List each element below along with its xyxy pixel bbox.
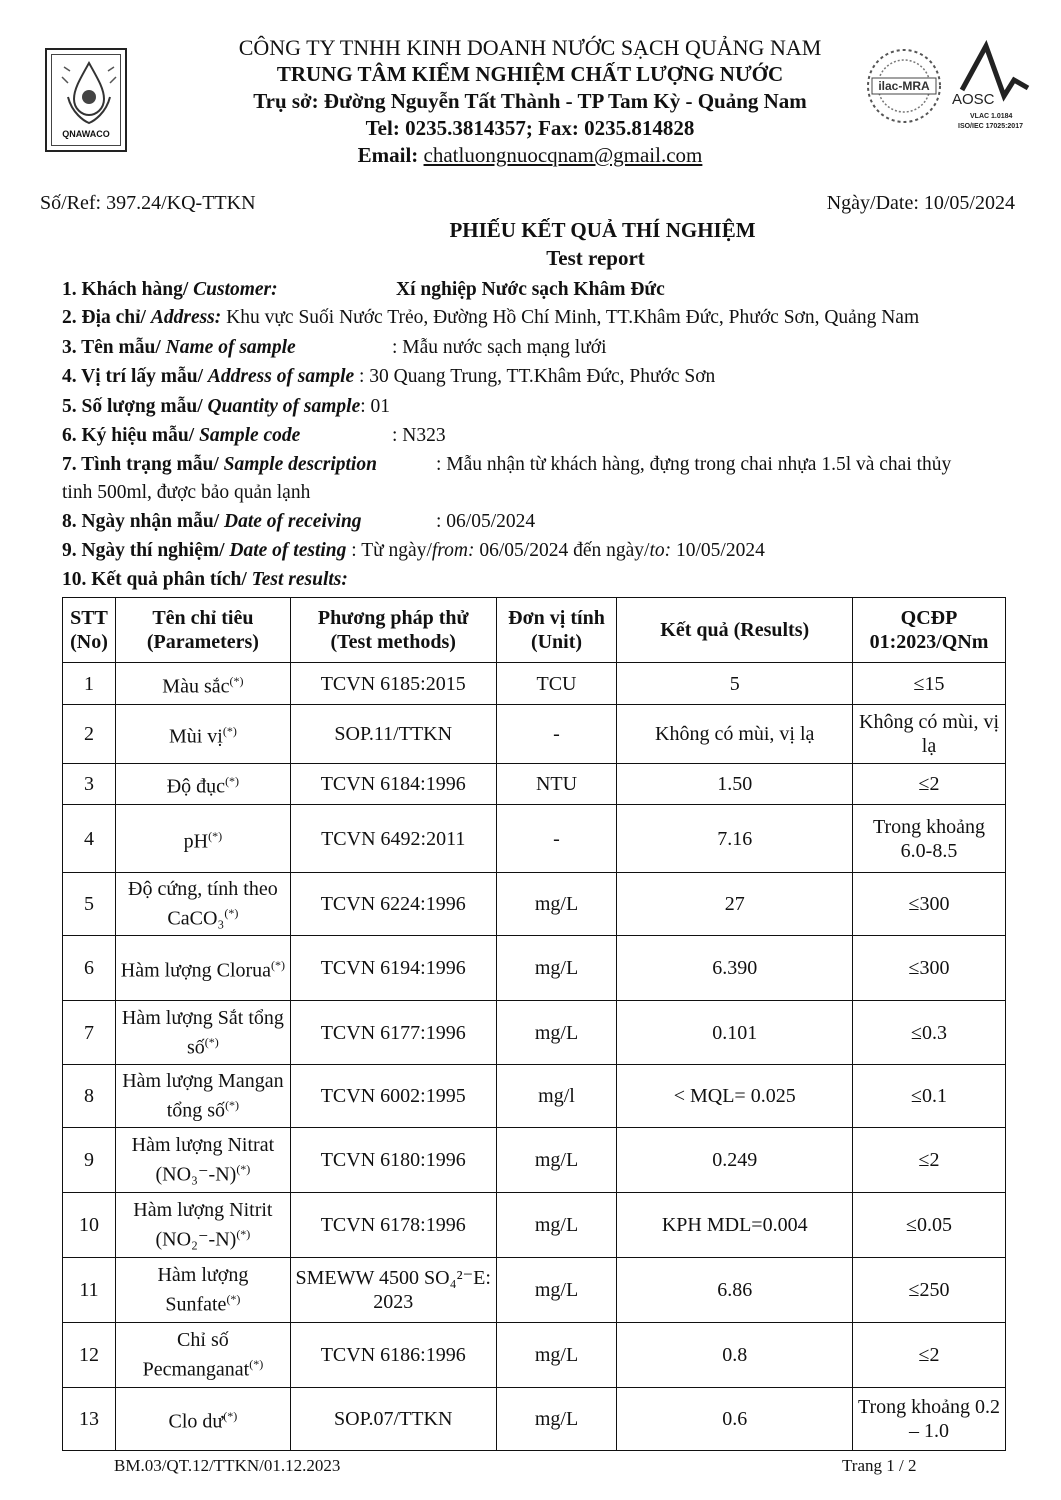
row-unit: mg/L	[496, 1258, 617, 1323]
address-value: Khu vực Suối Nước Trẻo, Đường Hồ Chí Minh, TT.Khâm Đức, Phước Sơn, Quảng Nam	[221, 307, 920, 328]
aosc-text: AOSC	[952, 91, 995, 108]
accredited-mark: (*)	[222, 724, 237, 739]
row-method: TCVN 6184:1996	[290, 764, 496, 805]
table-row	[63, 663, 1006, 705]
receiving-date-line: 8. Ngày nhận mẫu/ Date of receiving : 06/05/2024	[62, 511, 536, 532]
row-method: TCVN 6194:1996	[290, 936, 496, 1001]
receiving-date-value: : 06/05/2024	[436, 511, 536, 532]
table-row	[63, 1065, 1006, 1128]
row-result: < MQL= 0.025	[617, 1065, 853, 1128]
header-result: Kết quả (Results)	[617, 598, 853, 663]
accredited-mark: (*)	[271, 958, 286, 973]
accredited-mark: (*)	[236, 1227, 251, 1242]
row-result: 7.16	[617, 805, 853, 873]
row-result: 27	[617, 873, 853, 936]
accredited-mark: (*)	[223, 1409, 238, 1424]
row-result: 0.249	[617, 1128, 853, 1193]
row-parameter: Hàm lượng Clorua(*)	[115, 936, 290, 1001]
row-standard: Không có mùi, vị lạ	[853, 705, 1006, 764]
sample-location-line: 4. Vị trí lấy mẫu/ Address of sample : 30 Quang Trung, TT.Khâm Đức, Phước Sơn	[62, 366, 716, 387]
table-row	[63, 873, 1006, 936]
form-code: BM.03/QT.12/TTKN/01.12.2023	[114, 1456, 341, 1475]
row-standard: ≤0.3	[853, 1001, 1006, 1065]
row-unit: NTU	[496, 764, 617, 805]
table-row	[63, 936, 1006, 1001]
row-unit: mg/L	[496, 873, 617, 936]
row-standard: Trong khoảng 0.2 – 1.0	[853, 1388, 1006, 1451]
page-number: Trang 1 / 2	[842, 1456, 917, 1475]
row-standard: ≤0.1	[853, 1065, 1006, 1128]
row-standard: ≤2	[853, 1128, 1006, 1193]
company-name: CÔNG TY TNHH KINH DOANH NƯỚC SẠCH QUẢNG NAM	[238, 35, 822, 60]
row-unit: -	[496, 705, 617, 764]
row-result: Không có mùi, vị lạ	[617, 705, 853, 764]
row-method: TCVN 6185:2015	[290, 663, 496, 705]
row-standard: Trong khoảng 6.0-8.5	[853, 805, 1006, 873]
row-parameter: Chỉ số Pecmanganat(*)	[115, 1323, 290, 1388]
row-result: KPH MDL=0.004	[617, 1193, 853, 1258]
email-label: Email:	[357, 143, 424, 167]
row-parameter: pH(*)	[115, 805, 290, 873]
row-no: 10	[63, 1193, 116, 1258]
accredited-mark: (*)	[229, 673, 244, 688]
row-parameter: Độ cứng, tính theo CaCO₃(*)	[115, 873, 290, 936]
row-no: 3	[63, 764, 116, 805]
customer-line: 1. Khách hàng/ Customer: Xí nghiệp Nước sạch Khâm Đức	[62, 279, 665, 300]
sample-description-line: 7. Tình trạng mẫu/ Sample description : Mẫu nhận từ khách hàng, đựng trong chai nhựa 1.5l và chai thủy	[62, 454, 952, 475]
accredited-mark: (*)	[249, 1357, 264, 1372]
row-result: 1.50	[617, 764, 853, 805]
row-standard: ≤250	[853, 1258, 1006, 1323]
row-result: 0.101	[617, 1001, 853, 1065]
row-no: 7	[63, 1001, 116, 1065]
header-standard: QCĐP 01:2023/QNm	[853, 598, 1006, 663]
row-result: 0.8	[617, 1323, 853, 1388]
table-row	[63, 1388, 1006, 1451]
testing-date-line: 9. Ngày thí nghiệm/ Date of testing : Từ ngày/from: 06/05/2024 đến ngày/to: 10/05/2024	[62, 540, 765, 561]
row-no: 5	[63, 873, 116, 936]
aosc-logo	[948, 40, 1038, 132]
row-no: 2	[63, 705, 116, 764]
company-phone: Tel: 0235.3814357; Fax: 0235.814828	[365, 116, 695, 140]
row-method: SMEWW 4500 SO₄²⁻E: 2023	[290, 1258, 496, 1323]
customer-value: Xí nghiệp Nước sạch Khâm Đức	[396, 279, 665, 300]
row-unit: -	[496, 805, 617, 873]
sample-name-value: : Mẫu nước sạch mạng lưới	[392, 337, 607, 358]
report-date: Ngày/Date: 10/05/2024	[826, 192, 1015, 214]
row-unit: mg/L	[496, 1323, 617, 1388]
row-unit: mg/L	[496, 1193, 617, 1258]
company-logo	[45, 48, 127, 152]
row-result: 6.390	[617, 936, 853, 1001]
row-parameter: Hàm lượng Nitrat (NO₃⁻-N)(*)	[115, 1128, 290, 1193]
table-header-row	[63, 598, 1006, 663]
row-result: 5	[617, 663, 853, 705]
ilac-text: ilac-MRA	[878, 79, 930, 93]
header-method: Phương pháp thử (Test methods)	[290, 598, 496, 663]
row-standard: ≤2	[853, 764, 1006, 805]
table-row	[63, 1128, 1006, 1193]
row-no: 9	[63, 1128, 116, 1193]
vlac-number: VLAC 1.0184	[970, 113, 1013, 120]
row-standard: ≤300	[853, 936, 1006, 1001]
row-no: 13	[63, 1388, 116, 1451]
sample-description-value: : Mẫu nhận từ khách hàng, đựng trong chai nhựa 1.5l và chai thủy	[436, 454, 952, 475]
row-no: 12	[63, 1323, 116, 1388]
row-parameter: Hàm lượng Sắt tổng số(*)	[115, 1001, 290, 1065]
row-parameter: Clo dư(*)	[115, 1388, 290, 1451]
iso-standard: ISO/IEC 17025:2017	[958, 123, 1023, 130]
table-row	[63, 805, 1006, 873]
sample-quantity-value: : 01	[360, 396, 391, 417]
row-no: 4	[63, 805, 116, 873]
row-parameter: Màu sắc(*)	[115, 663, 290, 705]
testing-to-value: 10/05/2024	[671, 540, 765, 561]
row-method: TCVN 6002:1995	[290, 1065, 496, 1128]
accredited-mark: (*)	[208, 828, 223, 843]
testing-from-value: 06/05/2024 đến ngày/	[474, 540, 650, 561]
row-standard: ≤15	[853, 663, 1006, 705]
row-unit: mg/L	[496, 936, 617, 1001]
address-line: 2. Địa chỉ/ Address: Khu vực Suối Nước Trẻo, Đường Hồ Chí Minh, TT.Khâm Đức, Phước Sơn, Quảng Nam	[62, 307, 920, 328]
row-unit: TCU	[496, 663, 617, 705]
ilac-mra-logo	[862, 46, 946, 126]
header-no: STT (No)	[63, 598, 116, 663]
table-row	[63, 1193, 1006, 1258]
letterhead	[150, 34, 910, 169]
results-heading: 10. Kết quả phân tích/ Test results:	[62, 569, 348, 590]
row-result: 0.6	[617, 1388, 853, 1451]
row-method: TCVN 6178:1996	[290, 1193, 496, 1258]
report-title: PHIẾU KẾT QUẢ THÍ NGHIỆM	[449, 218, 756, 242]
row-parameter: Hàm lượng Nitrit (NO₂⁻-N)(*)	[115, 1193, 290, 1258]
table-row	[63, 764, 1006, 805]
center-name: TRUNG TÂM KIỂM NGHIỆM CHẤT LƯỢNG NƯỚC	[276, 62, 784, 86]
accredited-mark: (*)	[226, 1292, 241, 1307]
company-email-line	[150, 142, 910, 169]
header-unit: Đơn vị tính (Unit)	[496, 598, 617, 663]
row-parameter: Độ đục(*)	[115, 764, 290, 805]
row-no: 8	[63, 1065, 116, 1128]
results-table	[62, 597, 1006, 1451]
row-standard: ≤300	[853, 873, 1006, 936]
table-row	[63, 1258, 1006, 1323]
row-parameter: Hàm lượng Sunfate(*)	[115, 1258, 290, 1323]
accredited-mark: (*)	[225, 774, 240, 789]
row-no: 1	[63, 663, 116, 705]
report-subtitle: Test report	[546, 246, 645, 270]
company-address: Trụ sở: Đường Nguyễn Tất Thành - TP Tam Kỳ - Quảng Nam	[253, 89, 807, 113]
accredited-mark: (*)	[225, 1098, 240, 1113]
accredited-mark: (*)	[224, 906, 239, 921]
logo-caption: QNAWACO	[62, 129, 110, 139]
row-method: SOP.11/TTKN	[290, 705, 496, 764]
header-parameter: Tên chỉ tiêu (Parameters)	[115, 598, 290, 663]
sample-code-line: 6. Ký hiệu mẫu/ Sample code : N323	[62, 425, 446, 446]
row-unit: mg/l	[496, 1065, 617, 1128]
table-row	[63, 1001, 1006, 1065]
sample-location-value: : 30 Quang Trung, TT.Khâm Đức, Phước Sơn	[354, 366, 716, 387]
row-no: 6	[63, 936, 116, 1001]
row-no: 11	[63, 1258, 116, 1323]
row-standard: ≤2	[853, 1323, 1006, 1388]
row-method: TCVN 6186:1996	[290, 1323, 496, 1388]
table-row	[63, 1323, 1006, 1388]
row-unit: mg/L	[496, 1128, 617, 1193]
accredited-mark: (*)	[204, 1034, 219, 1049]
row-result: 6.86	[617, 1258, 853, 1323]
row-method: TCVN 6177:1996	[290, 1001, 496, 1065]
reference-number: Số/Ref: 397.24/KQ-TTKN	[40, 192, 256, 214]
email-link[interactable]: chatluongnuocqnam@gmail.com	[423, 143, 703, 167]
row-standard: ≤0.05	[853, 1193, 1006, 1258]
row-method: TCVN 6180:1996	[290, 1128, 496, 1193]
row-unit: mg/L	[496, 1001, 617, 1065]
row-method: SOP.07/TTKN	[290, 1388, 496, 1451]
row-parameter: Mùi vị(*)	[115, 705, 290, 764]
row-method: TCVN 6492:2011	[290, 805, 496, 873]
row-method: TCVN 6224:1996	[290, 873, 496, 936]
sample-name-line: 3. Tên mẫu/ Name of sample : Mẫu nước sạch mạng lưới	[62, 337, 607, 358]
sample-quantity-line: 5. Số lượng mẫu/ Quantity of sample: 01	[62, 396, 391, 417]
accredited-mark: (*)	[236, 1162, 251, 1177]
row-parameter: Hàm lượng Mangan tổng số(*)	[115, 1065, 290, 1128]
table-row	[63, 705, 1006, 764]
sample-code-value: : N323	[392, 425, 446, 446]
row-unit: mg/L	[496, 1388, 617, 1451]
sample-description-cont: tinh 500ml, được bảo quản lạnh	[62, 482, 311, 503]
